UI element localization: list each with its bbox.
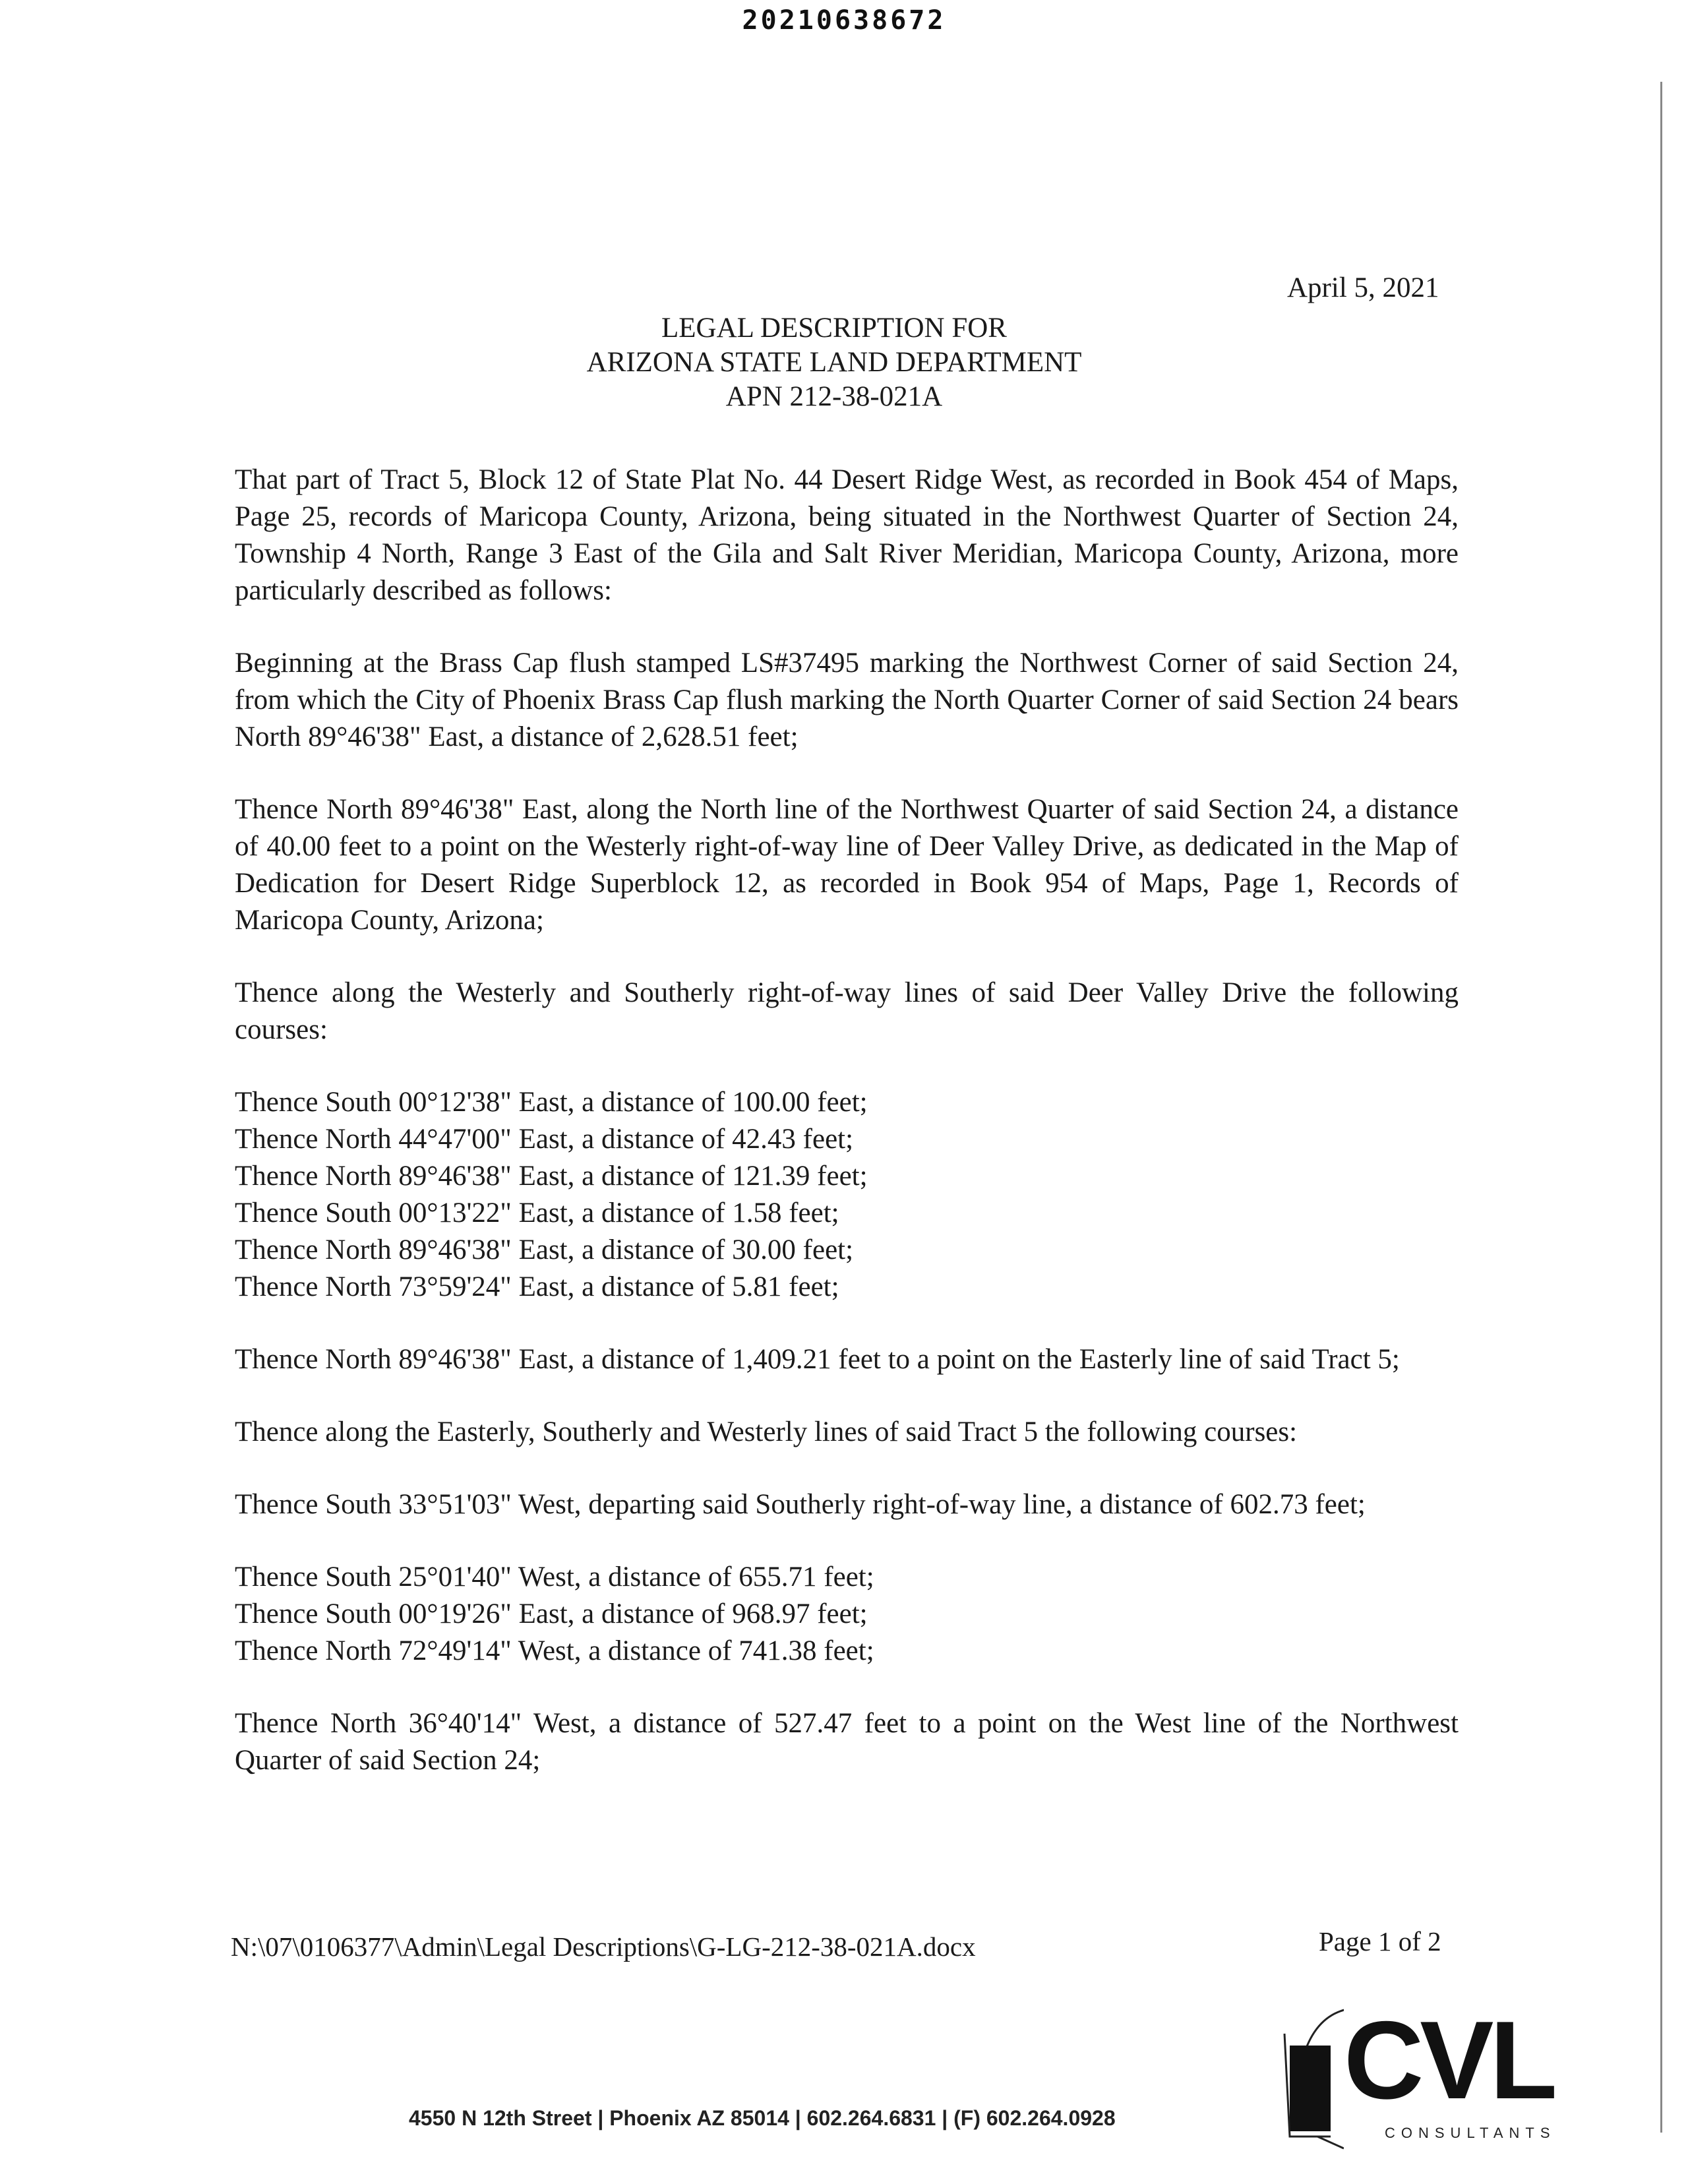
- scan-edge-line: [1660, 82, 1662, 2133]
- course-line: Thence South 00°13'22" East, a distance of 1.58 feet;: [235, 1198, 839, 1228]
- footer-address: 4550 N 12th Street | Phoenix AZ 85014 | 602.264.6831 | (F) 602.264.0928: [409, 2106, 1116, 2130]
- course-line: Thence South 25°01'40" West, a distance of 655.71 feet;: [235, 1562, 874, 1592]
- title-line-1: LEGAL DESCRIPTION FOR: [661, 313, 1007, 344]
- paragraph-north-line-course: Thence North 89°46'38" East, along the North line of the Northwest Quarter of said Section 24, a distance of 40.00 feet to a point on the Westerly right-of-way line of Deer Valley Drive, as dedicated in the Map of Dedication for Desert Ridge Superblock 12, as recorded in Book 954 of Maps, Page 1, Records of Maricopa County, Arizona;: [235, 794, 1459, 936]
- recording-number: 20210638672: [742, 5, 946, 36]
- logo-wordmark: CVL: [1344, 1998, 1553, 2122]
- logo-mark-icon: [1278, 2007, 1344, 2150]
- title-line-2: ARIZONA STATE LAND DEPARTMENT: [586, 347, 1082, 378]
- paragraph-departing-course: Thence South 33°51'03" West, departing said Southerly right-of-way line, a distance of 602.73 feet;: [235, 1489, 1366, 1520]
- footer-file-path: N:\07\0106377\Admin\Legal Descriptions\G-LG-212-38-021A.docx: [231, 1931, 976, 1962]
- paragraph-tract-courses-intro: Thence along the Easterly, Southerly and Westerly lines of said Tract 5 the following courses:: [235, 1416, 1298, 1447]
- cvl-consultants-logo: [1273, 1991, 1563, 2156]
- course-line: Thence South 00°19'26" East, a distance of 968.97 feet;: [235, 1598, 868, 1629]
- paragraph-easterly-line-course: Thence North 89°46'38" East, a distance of 1,409.21 feet to a point on the Easterly line of said Tract 5;: [235, 1344, 1400, 1375]
- course-line: Thence South 00°12'38" East, a distance of 100.00 feet;: [235, 1087, 868, 1118]
- course-list-tract: [235, 1559, 1459, 1670]
- course-line: Thence North 44°47'00" East, a distance of 42.43 feet;: [235, 1124, 854, 1155]
- paragraph-row-courses-intro: Thence along the Westerly and Southerly right-of-way lines of said Deer Valley Drive the following courses:: [235, 977, 1459, 1045]
- course-list-right-of-way: [235, 1084, 1459, 1306]
- course-line: Thence North 89°46'38" East, a distance of 30.00 feet;: [235, 1234, 854, 1265]
- title-block: [396, 311, 1273, 414]
- paragraph-west-line-course: Thence North 36°40'14" West, a distance of 527.47 feet to a point on the West line of the Northwest Quarter of said Section 24;: [235, 1708, 1459, 1776]
- legal-description-body: [235, 462, 1459, 1779]
- paragraph-tract-description: That part of Tract 5, Block 12 of State Plat No. 44 Desert Ridge West, as recorded in Book 454 of Maps, Page 25, records of Maricopa County, Arizona, being situated in the Northwest Quarter of Section 24, Township 4 North, Range 3 East of the Gila and Salt River Meridian, Maricopa County, Arizona, more particularly described as follows:: [235, 464, 1459, 606]
- course-line: Thence North 73°59'24" East, a distance of 5.81 feet;: [235, 1271, 839, 1302]
- course-line: Thence North 72°49'14" West, a distance of 741.38 feet;: [235, 1635, 874, 1666]
- course-line: Thence North 89°46'38" East, a distance of 121.39 feet;: [235, 1161, 868, 1192]
- page-number: Page 1 of 2: [1319, 1926, 1441, 1957]
- title-line-3: APN 212-38-021A: [725, 381, 943, 412]
- document-date: April 5, 2021: [1287, 272, 1439, 303]
- paragraph-point-of-beginning: Beginning at the Brass Cap flush stamped LS#37495 marking the Northwest Corner of said Section 24, from which the City of Phoenix Brass Cap flush marking the North Quarter Corner of said Section 24 bears North 89°46'38" East, a distance of 2,628.51 feet;: [235, 648, 1459, 752]
- logo-subtitle: CONSULTANTS: [1385, 2125, 1556, 2141]
